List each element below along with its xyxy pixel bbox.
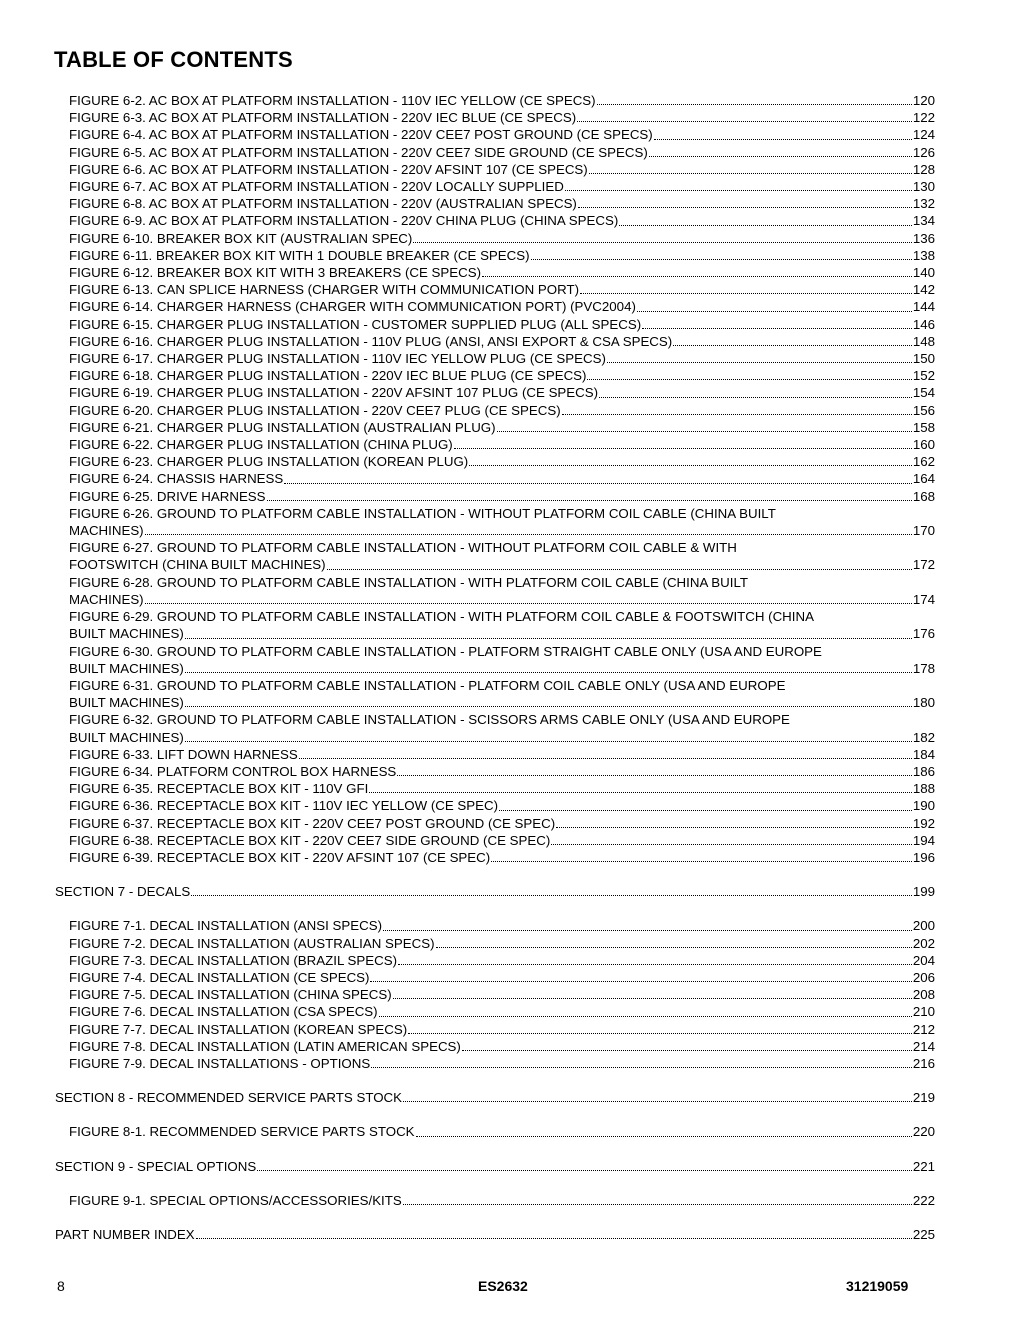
toc-entry[interactable]: [69, 92, 935, 109]
dot-leader: [642, 328, 912, 329]
toc-entry-label: FIGURE 7-9. DECAL INSTALLATIONS - OPTIONS: [69, 1055, 371, 1071]
toc-entry-label-line1: FIGURE 6-30. GROUND TO PLATFORM CABLE INSTALLATION - PLATFORM STRAIGHT CABLE ONLY (USA AND EUROPE: [69, 643, 822, 659]
toc-entry-page: 122: [912, 110, 935, 126]
toc-entry[interactable]: [69, 832, 935, 849]
toc-entry-page: 210: [912, 1004, 935, 1020]
dot-leader: [462, 1050, 912, 1051]
toc-entry-label-line1: FIGURE 6-27. GROUND TO PLATFORM CABLE INSTALLATION - WITHOUT PLATFORM COIL CABLE & WITH: [69, 540, 737, 556]
toc-entry[interactable]: [69, 952, 935, 969]
dot-leader: [185, 741, 912, 742]
toc-entry-label: FIGURE 6-3. AC BOX AT PLATFORM INSTALLATION - 220V IEC BLUE (CE SPECS): [69, 110, 577, 126]
toc-entry-label: FIGURE 6-8. AC BOX AT PLATFORM INSTALLATION - 220V (AUSTRALIAN SPECS): [69, 196, 577, 212]
toc-entry-label: FIGURE 6-2. AC BOX AT PLATFORM INSTALLATION - 110V IEC YELLOW (CE SPECS): [69, 93, 596, 108]
toc-entry-label: SECTION 8 - RECOMMENDED SERVICE PARTS STOCK: [55, 1090, 403, 1106]
toc-entry[interactable]: [69, 264, 935, 281]
toc-entry-page: 220: [912, 1124, 935, 1140]
table-of-contents: [0, 92, 1024, 1243]
toc-entry-label: FIGURE 7-6. DECAL INSTALLATION (CSA SPECS): [69, 1004, 378, 1020]
toc-entry-label: FIGURE 9-1. SPECIAL OPTIONS/ACCESSORIES/KITS: [69, 1192, 402, 1208]
dot-leader: [637, 311, 912, 312]
dot-leader: [267, 500, 912, 501]
toc-entry-label: FIGURE 7-7. DECAL INSTALLATION (KOREAN SPECS): [69, 1021, 408, 1037]
toc-entry-page: 164: [912, 471, 935, 487]
toc-entry[interactable]: [69, 1055, 935, 1072]
figure-list-section-7: [0, 917, 1024, 1072]
dot-leader: [370, 981, 911, 982]
dot-leader: [299, 758, 912, 759]
dot-leader: [327, 569, 912, 570]
dot-leader: [196, 1238, 912, 1239]
dot-leader: [185, 638, 912, 639]
toc-entry[interactable]: [69, 574, 935, 608]
toc-entry-label: FIGURE 6-18. CHARGER PLUG INSTALLATION - 220V IEC BLUE PLUG (CE SPECS): [69, 368, 587, 384]
dot-leader: [607, 362, 912, 363]
toc-entry-label: FIGURE 7-2. DECAL INSTALLATION (AUSTRALIAN SPECS): [69, 935, 435, 951]
toc-entry-page: 126: [912, 144, 935, 160]
toc-entry-label: FIGURE 6-5. AC BOX AT PLATFORM INSTALLATION - 220V CEE7 SIDE GROUND (CE SPECS): [69, 144, 648, 160]
toc-entry-page: 194: [912, 832, 935, 848]
dot-leader: [284, 483, 912, 484]
dot-leader: [397, 775, 912, 776]
dot-leader: [654, 139, 912, 140]
dot-leader: [599, 397, 912, 398]
toc-entry-page: 168: [912, 488, 935, 504]
toc-entry-page: 221: [912, 1158, 935, 1174]
toc-entry-line2: [69, 694, 935, 711]
toc-entry-page: 182: [912, 729, 935, 745]
toc-entry-line2: [69, 660, 935, 677]
dot-leader: [191, 895, 912, 896]
toc-entry-label: FIGURE 6-14. CHARGER HARNESS (CHARGER WITH COMMUNICATION PORT) (PVC2004): [69, 299, 636, 315]
dot-leader: [371, 1067, 912, 1068]
toc-entry[interactable]: [69, 350, 935, 367]
toc-entry-label: FIGURE 6-20. CHARGER PLUG INSTALLATION - 220V CEE7 PLUG (CE SPECS): [69, 402, 561, 418]
toc-entry[interactable]: [69, 195, 935, 212]
toc-entry-page: 190: [912, 798, 935, 814]
dot-leader: [145, 603, 912, 604]
toc-entry-page: 200: [912, 918, 935, 934]
toc-entry-line2: [69, 556, 935, 573]
toc-entry-label: FIGURE 6-19. CHARGER PLUG INSTALLATION - 220V AFSINT 107 PLUG (CE SPECS): [69, 385, 599, 401]
toc-entry-page: 188: [912, 781, 935, 797]
toc-entry-page: 180: [912, 695, 935, 711]
toc-entry-page: 222: [912, 1192, 935, 1208]
toc-entry-page: 156: [912, 402, 935, 418]
toc-entry-section-8[interactable]: [55, 1089, 935, 1106]
dot-leader: [556, 827, 912, 828]
toc-entry-page: 132: [912, 196, 935, 212]
toc-entry[interactable]: [69, 419, 935, 436]
toc-entry-page: 178: [912, 660, 935, 676]
dot-leader: [436, 947, 912, 948]
toc-entry-label: FIGURE 6-36. RECEPTACLE BOX KIT - 110V IEC YELLOW (CE SPEC): [69, 798, 499, 814]
dot-leader: [403, 1204, 912, 1205]
toc-entry[interactable]: [69, 1021, 935, 1038]
toc-entry-section-9[interactable]: [55, 1158, 935, 1175]
toc-entry-page: 204: [912, 952, 935, 968]
toc-entry[interactable]: [69, 488, 935, 505]
dot-leader: [597, 104, 912, 105]
toc-entry[interactable]: [69, 643, 935, 677]
dot-leader: [587, 379, 911, 380]
toc-entry-page: 186: [912, 763, 935, 779]
toc-entry-part-number-index[interactable]: [55, 1226, 935, 1243]
toc-entry-page: 150: [912, 351, 935, 367]
toc-entry-page: 212: [912, 1021, 935, 1037]
dot-leader: [562, 414, 912, 415]
toc-entry-label: FIGURE 6-33. LIFT DOWN HARNESS: [69, 746, 298, 762]
toc-entry-line2: [69, 591, 935, 608]
toc-entry-label: FIGURE 7-1. DECAL INSTALLATION (ANSI SPECS): [69, 918, 383, 934]
toc-entry-label: FIGURE 6-10. BREAKER BOX KIT (AUSTRALIAN SPEC): [69, 230, 413, 246]
toc-entry-page: 128: [912, 161, 935, 177]
toc-entry-page: 162: [912, 454, 935, 470]
toc-entry-page: 142: [912, 282, 935, 298]
toc-entry[interactable]: [69, 470, 935, 487]
toc-entry-label: FIGURE 6-24. CHASSIS HARNESS: [69, 471, 284, 487]
toc-entry-page: 160: [912, 437, 935, 453]
toc-entry-label-line2: MACHINES): [69, 591, 144, 607]
toc-entry[interactable]: [69, 402, 935, 419]
toc-entry-label-line1: FIGURE 6-26. GROUND TO PLATFORM CABLE INSTALLATION - WITHOUT PLATFORM COIL CABLE (CHINA BUILT: [69, 505, 776, 521]
toc-entry-page: 225: [912, 1226, 935, 1242]
toc-entry[interactable]: [69, 436, 935, 453]
toc-entry[interactable]: [69, 763, 935, 780]
dot-leader: [497, 431, 912, 432]
toc-entry-label: FIGURE 6-16. CHARGER PLUG INSTALLATION - 110V PLUG (ANSI, ANSI EXPORT & CSA SPECS): [69, 333, 673, 349]
toc-entry-page: 196: [912, 849, 935, 865]
toc-entry-label: FIGURE 6-35. RECEPTACLE BOX KIT - 110V GFI: [69, 781, 369, 797]
dot-leader: [673, 345, 912, 346]
dot-leader: [469, 465, 912, 466]
toc-entry-line2: [69, 625, 935, 642]
figure-list-section-6: [0, 92, 1024, 505]
toc-entry[interactable]: [69, 986, 935, 1003]
toc-entry-label: FIGURE 6-15. CHARGER PLUG INSTALLATION - CUSTOMER SUPPLIED PLUG (ALL SPECS): [69, 316, 642, 332]
dot-leader: [482, 276, 912, 277]
toc-entry-label: SECTION 9 - SPECIAL OPTIONS: [55, 1158, 257, 1174]
toc-entry-label: FIGURE 6-23. CHARGER PLUG INSTALLATION (KOREAN PLUG): [69, 454, 469, 470]
toc-entry-label-line2: BUILT MACHINES): [69, 729, 184, 745]
toc-entry-page: 130: [912, 179, 935, 195]
toc-entry-label: FIGURE 6-34. PLATFORM CONTROL BOX HARNESS: [69, 763, 397, 779]
toc-entry[interactable]: [69, 746, 935, 763]
toc-entry[interactable]: [69, 247, 935, 264]
dot-leader: [369, 792, 912, 793]
footer-doc-number: 31219059: [846, 1278, 909, 1294]
toc-entry-label-line1: FIGURE 6-29. GROUND TO PLATFORM CABLE INSTALLATION - WITH PLATFORM COIL CABLE & FOOTSWITCH (CHINA: [69, 609, 814, 625]
toc-entry-page: 199: [912, 884, 935, 900]
toc-entry[interactable]: [69, 230, 935, 247]
toc-entry[interactable]: [69, 849, 935, 866]
dot-leader: [619, 225, 912, 226]
dot-leader: [565, 190, 912, 191]
toc-entry-label: FIGURE 6-37. RECEPTACLE BOX KIT - 220V CEE7 POST GROUND (CE SPEC): [69, 815, 556, 831]
toc-entry-page: 148: [912, 333, 935, 349]
dot-leader: [499, 810, 912, 811]
toc-entry[interactable]: [69, 316, 935, 333]
toc-entry-label: PART NUMBER INDEX: [55, 1226, 195, 1242]
toc-entry[interactable]: [69, 109, 935, 126]
toc-entry-page: 152: [912, 368, 935, 384]
toc-entry-label: FIGURE 7-3. DECAL INSTALLATION (BRAZIL SPECS): [69, 952, 398, 968]
toc-entry-page: 146: [912, 316, 935, 332]
toc-entry-page: 134: [912, 213, 935, 229]
toc-entry[interactable]: [69, 453, 935, 470]
dot-leader: [379, 1016, 912, 1017]
toc-entry[interactable]: [69, 161, 935, 178]
dot-leader: [551, 844, 912, 845]
toc-entry[interactable]: [69, 178, 935, 195]
dot-leader: [383, 930, 912, 931]
toc-entry[interactable]: [69, 797, 935, 814]
toc-entry-label: FIGURE 8-1. RECOMMENDED SERVICE PARTS STOCK: [69, 1124, 415, 1140]
toc-entry-page: 216: [912, 1055, 935, 1071]
toc-entry-label: FIGURE 6-39. RECEPTACLE BOX KIT - 220V AFSINT 107 (CE SPEC): [69, 849, 491, 865]
toc-entry[interactable]: [69, 212, 935, 229]
toc-entry[interactable]: [69, 608, 935, 642]
dot-leader: [413, 242, 911, 243]
toc-entry-label-line2: BUILT MACHINES): [69, 660, 184, 676]
figure-list-section-9: [0, 1192, 1024, 1209]
toc-entry[interactable]: [69, 780, 935, 797]
toc-entry-page: 136: [912, 230, 935, 246]
dot-leader: [649, 156, 912, 157]
toc-entry[interactable]: [69, 917, 935, 934]
toc-entry-label: FIGURE 7-4. DECAL INSTALLATION (CE SPECS): [69, 969, 370, 985]
toc-entry[interactable]: [69, 505, 935, 539]
footer-model: ES2632: [478, 1278, 528, 1294]
toc-entry-page: 172: [912, 557, 935, 573]
toc-entry-page: 184: [912, 746, 935, 762]
toc-entry-label-line1: FIGURE 6-31. GROUND TO PLATFORM CABLE INSTALLATION - PLATFORM COIL CABLE ONLY (USA AND EUROPE: [69, 677, 786, 693]
toc-entry[interactable]: [69, 1123, 935, 1140]
toc-entry[interactable]: [69, 539, 935, 573]
toc-entry-label: FIGURE 6-38. RECEPTACLE BOX KIT - 220V CEE7 SIDE GROUND (CE SPEC): [69, 832, 551, 848]
toc-entry-page: 202: [912, 935, 935, 951]
toc-entry-label: FIGURE 6-4. AC BOX AT PLATFORM INSTALLATION - 220V CEE7 POST GROUND (CE SPECS): [69, 127, 653, 143]
toc-entry[interactable]: [69, 1038, 935, 1055]
toc-entry-label: FIGURE 6-11. BREAKER BOX KIT WITH 1 DOUBLE BREAKER (CE SPECS): [69, 247, 530, 263]
toc-entry-page: 219: [912, 1090, 935, 1106]
toc-entry[interactable]: [69, 126, 935, 143]
toc-entry-page: 174: [912, 591, 935, 607]
toc-entry-page: 120: [912, 93, 935, 108]
dot-leader: [580, 293, 912, 294]
figure-list-section-6-wrapped: [0, 505, 1024, 746]
toc-entry-label: FIGURE 6-7. AC BOX AT PLATFORM INSTALLATION - 220V LOCALLY SUPPLIED: [69, 179, 564, 195]
dot-leader: [577, 121, 912, 122]
toc-entry-section-7[interactable]: [55, 883, 935, 900]
toc-entry[interactable]: [69, 281, 935, 298]
dot-leader: [589, 173, 912, 174]
toc-entry-label: SECTION 7 - DECALS: [55, 884, 191, 900]
figure-list-section-6-end: [0, 746, 1024, 866]
toc-entry-page: 192: [912, 815, 935, 831]
toc-entry[interactable]: [69, 677, 935, 711]
figure-list-section-8: [0, 1123, 1024, 1140]
toc-entry[interactable]: [69, 711, 935, 745]
dot-leader: [185, 706, 912, 707]
toc-entry-page: 170: [912, 523, 935, 539]
toc-entry[interactable]: [69, 298, 935, 315]
dot-leader: [408, 1033, 912, 1034]
toc-entry-label-line2: BUILT MACHINES): [69, 626, 184, 642]
toc-entry-label-line1: FIGURE 6-28. GROUND TO PLATFORM CABLE INSTALLATION - WITH PLATFORM COIL CABLE (CHINA BUILT: [69, 574, 748, 590]
dot-leader: [398, 964, 912, 965]
toc-entry-label: FIGURE 6-6. AC BOX AT PLATFORM INSTALLATION - 220V AFSINT 107 (CE SPECS): [69, 161, 588, 177]
toc-entry-label-line2: MACHINES): [69, 523, 144, 539]
page-title: TABLE OF CONTENTS: [54, 47, 293, 72]
toc-entry[interactable]: [69, 384, 935, 401]
dot-leader: [257, 1170, 912, 1171]
toc-entry-label: FIGURE 7-5. DECAL INSTALLATION (CHINA SPECS): [69, 987, 392, 1003]
dot-leader: [393, 998, 912, 999]
toc-entry-label-line1: FIGURE 6-32. GROUND TO PLATFORM CABLE INSTALLATION - SCISSORS ARMS CABLE ONLY (USA AND EUROPE: [69, 712, 790, 728]
toc-entry-label: FIGURE 6-22. CHARGER PLUG INSTALLATION (CHINA PLUG): [69, 437, 453, 453]
toc-entry[interactable]: [69, 333, 935, 350]
dot-leader: [531, 259, 912, 260]
toc-entry-label: FIGURE 6-25. DRIVE HARNESS: [69, 488, 266, 504]
toc-entry-page: 138: [912, 247, 935, 263]
toc-entry-page: 214: [912, 1038, 935, 1054]
toc-entry-label: FIGURE 7-8. DECAL INSTALLATION (LATIN AMERICAN SPECS): [69, 1038, 461, 1054]
toc-entry-label: FIGURE 6-13. CAN SPLICE HARNESS (CHARGER WITH COMMUNICATION PORT): [69, 282, 580, 298]
toc-entry[interactable]: [69, 367, 935, 384]
toc-entry-label: FIGURE 6-9. AC BOX AT PLATFORM INSTALLATION - 220V CHINA PLUG (CHINA SPECS): [69, 213, 619, 229]
toc-entry-label: FIGURE 6-21. CHARGER PLUG INSTALLATION (AUSTRALIAN PLUG): [69, 419, 496, 435]
toc-entry[interactable]: [69, 935, 935, 952]
toc-entry[interactable]: [69, 1192, 935, 1209]
dot-leader: [578, 207, 912, 208]
toc-entry-label: FIGURE 6-17. CHARGER PLUG INSTALLATION - 110V IEC YELLOW PLUG (CE SPECS): [69, 351, 606, 367]
dot-leader: [403, 1101, 912, 1102]
toc-entry[interactable]: [69, 144, 935, 161]
toc-entry-page: 158: [912, 419, 935, 435]
toc-entry-page: 144: [912, 299, 935, 315]
toc-entry-label-line2: FOOTSWITCH (CHINA BUILT MACHINES): [69, 557, 326, 573]
toc-entry-page: 176: [912, 626, 935, 642]
dot-leader: [145, 534, 912, 535]
toc-entry-page: 206: [912, 969, 935, 985]
toc-entry[interactable]: [69, 1003, 935, 1020]
toc-entry-page: 154: [912, 385, 935, 401]
toc-entry[interactable]: [69, 815, 935, 832]
dot-leader: [491, 861, 912, 862]
footer-page-number: 8: [57, 1278, 65, 1294]
toc-entry-line2: [69, 729, 935, 746]
dot-leader: [185, 672, 912, 673]
toc-entry-page: 140: [912, 265, 935, 281]
toc-entry-line2: [69, 522, 935, 539]
toc-entry-page: 124: [912, 127, 935, 143]
dot-leader: [454, 448, 912, 449]
toc-entry-label: FIGURE 6-12. BREAKER BOX KIT WITH 3 BREAKERS (CE SPECS): [69, 265, 482, 281]
toc-entry-page: 208: [912, 987, 935, 1003]
toc-entry-label-line2: BUILT MACHINES): [69, 695, 184, 711]
toc-entry[interactable]: [69, 969, 935, 986]
dot-leader: [416, 1136, 912, 1137]
